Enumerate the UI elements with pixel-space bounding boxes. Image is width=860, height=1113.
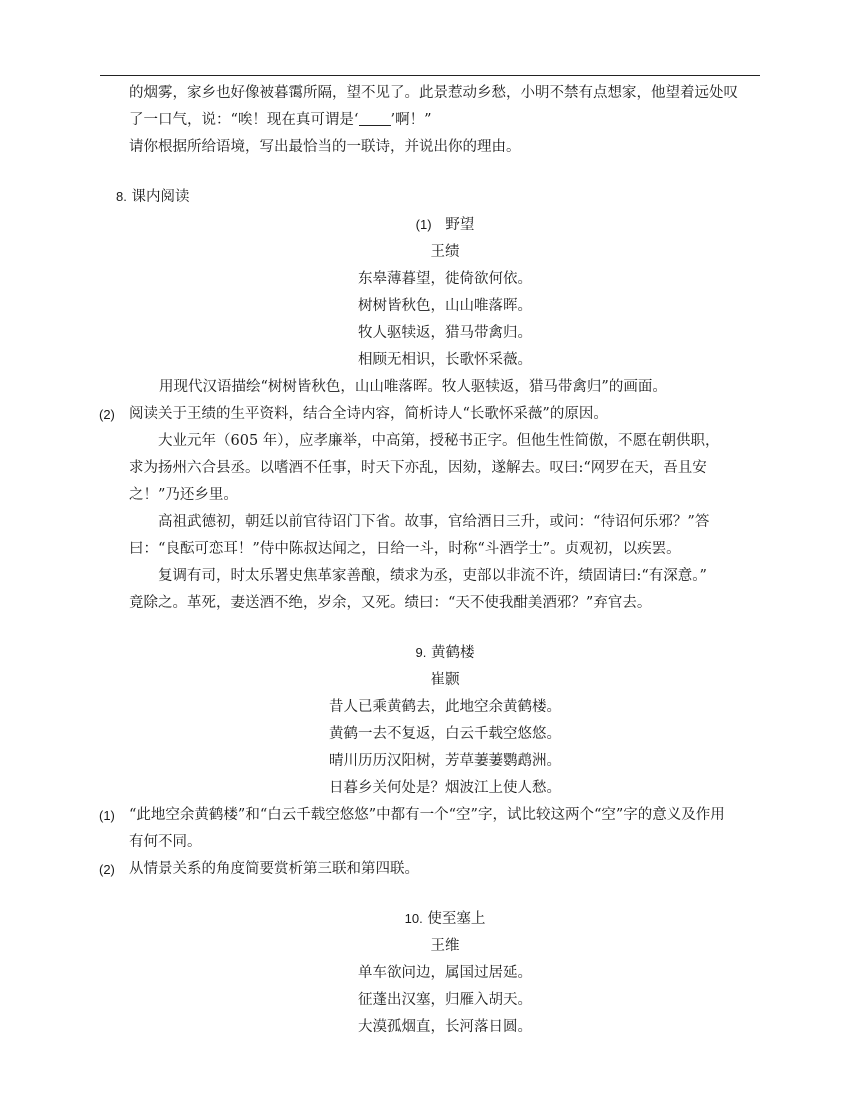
intro-line-2-start: 了一口气，说：“唉！现在真可谓是‘ <box>129 112 359 128</box>
sub-question-number: (2) <box>99 407 115 422</box>
sub-question-number: (1) <box>415 217 432 232</box>
poem-title: 黄鹤楼 <box>430 645 475 661</box>
poem-line: 征蓬出汉塞，归雁入胡天。 <box>358 992 532 1008</box>
poem-line: 日暮乡关何处是？烟波江上使人愁。 <box>329 780 561 796</box>
poem-line: 牧人驱犊返，猎马带禽归。 <box>358 325 532 341</box>
poem-author: 王维 <box>430 938 460 954</box>
passage-paragraph-3: 复调有司，时太乐署史焦革家善酿，绩求为丞，吏部以非流不许，绩固请曰:“有深意。” <box>158 568 707 584</box>
passage-paragraph-1-cont: 求为扬州六合县丞。以嗜酒不任事，时天下亦乱，因劾，遂解去。叹曰:“网罗在天，吾且安 <box>129 460 707 476</box>
intro-instruction: 请你根据所给语境，写出最恰当的一联诗，并说出你的理由。 <box>129 139 521 155</box>
poem-line: 黄鹤一去不复返，白云千载空悠悠。 <box>329 726 561 742</box>
question-9-1-text: “此地空余黄鹤楼”和“白云千载空悠悠”中都有一个“空”字，试比较这两个“空”字的意义及作用 <box>129 807 725 823</box>
question-9-number: 9. <box>415 645 427 660</box>
passage-paragraph-2-cont: 曰：“良酝可恋耳！”侍中陈叔达闻之，日给一斗，时称“斗酒学士”。贞观初，以疾罢。 <box>129 541 681 557</box>
question-10-heading <box>129 905 761 933</box>
question-8-number: 8. <box>116 189 127 204</box>
header-rule <box>100 75 760 76</box>
poem-author: 崔颢 <box>430 672 460 688</box>
question-8-1-text: 用现代汉语描绘“树树皆秋色，山山唯落晖。牧人驱犊返，猎马带禽归”的画面。 <box>159 379 667 395</box>
sub-question-number: (2) <box>99 862 115 877</box>
poem-line: 单车欲问边，属国过居延。 <box>358 965 532 981</box>
question-8-2 <box>99 401 761 428</box>
question-10-number: 10. <box>404 911 423 926</box>
poem-line: 昔人已乘黄鹤去，此地空余黄鹤楼。 <box>329 699 561 715</box>
poem-title: 使至塞上 <box>427 911 486 927</box>
sub-question-number: (1) <box>99 808 115 823</box>
poem-title-yewang <box>129 211 761 239</box>
poem-line: 东皋薄暮望，徙倚欲何依。 <box>358 271 532 287</box>
passage-paragraph-1-cont: 之！”乃还乡里。 <box>129 487 238 503</box>
intro-line-2-end: ’啊！” <box>390 112 432 128</box>
passage-paragraph-1: 大业元年（605 年），应孝廉举，中高第，授秘书正字。但他生性简傲，不愿在朝供职， <box>158 433 720 449</box>
question-9-2-text: 从情景关系的角度简要赏析第三联和第四联。 <box>129 861 419 877</box>
intro-line-1: 的烟雾，家乡也好像被暮霭所隔，望不见了。此景惹动乡愁，小明不禁有点想家，他望着远处叹 <box>129 85 738 101</box>
passage-paragraph-2: 高祖武德初，朝廷以前官待诏门下省。故事，官给酒日三升，或问：“待诏何乐邪？”答 <box>158 514 710 530</box>
poem-line: 大漠孤烟直，长河落日圆。 <box>358 1019 532 1035</box>
answer-blank <box>359 111 391 126</box>
poem-title: 野望 <box>445 217 475 233</box>
question-9-1-text-cont: 有何不同。 <box>129 834 202 850</box>
intro-line-2 <box>129 107 761 134</box>
question-9-1 <box>99 802 761 856</box>
document-page <box>99 80 761 1041</box>
question-8-2-text: 阅读关于王绩的生平资料，结合全诗内容，简析诗人“长歌怀采薇”的原因。 <box>129 406 608 422</box>
question-8-title: 课内阅读 <box>131 189 190 205</box>
passage-paragraph-3-cont: 竟除之。革死，妻送酒不绝，岁余，又死。绩曰：“天不使我酣美酒邪？”弃官去。 <box>129 595 652 611</box>
poem-author: 王绩 <box>430 244 460 260</box>
poem-line: 晴川历历汉阳树，芳草萋萋鹦鹉洲。 <box>329 753 561 769</box>
question-9-heading <box>129 639 761 667</box>
question-9-2 <box>99 856 761 883</box>
poem-line: 相顾无相识，长歌怀采薇。 <box>358 352 532 368</box>
poem-line: 树树皆秋色，山山唯落晖。 <box>358 298 532 314</box>
question-8-heading <box>116 183 761 211</box>
